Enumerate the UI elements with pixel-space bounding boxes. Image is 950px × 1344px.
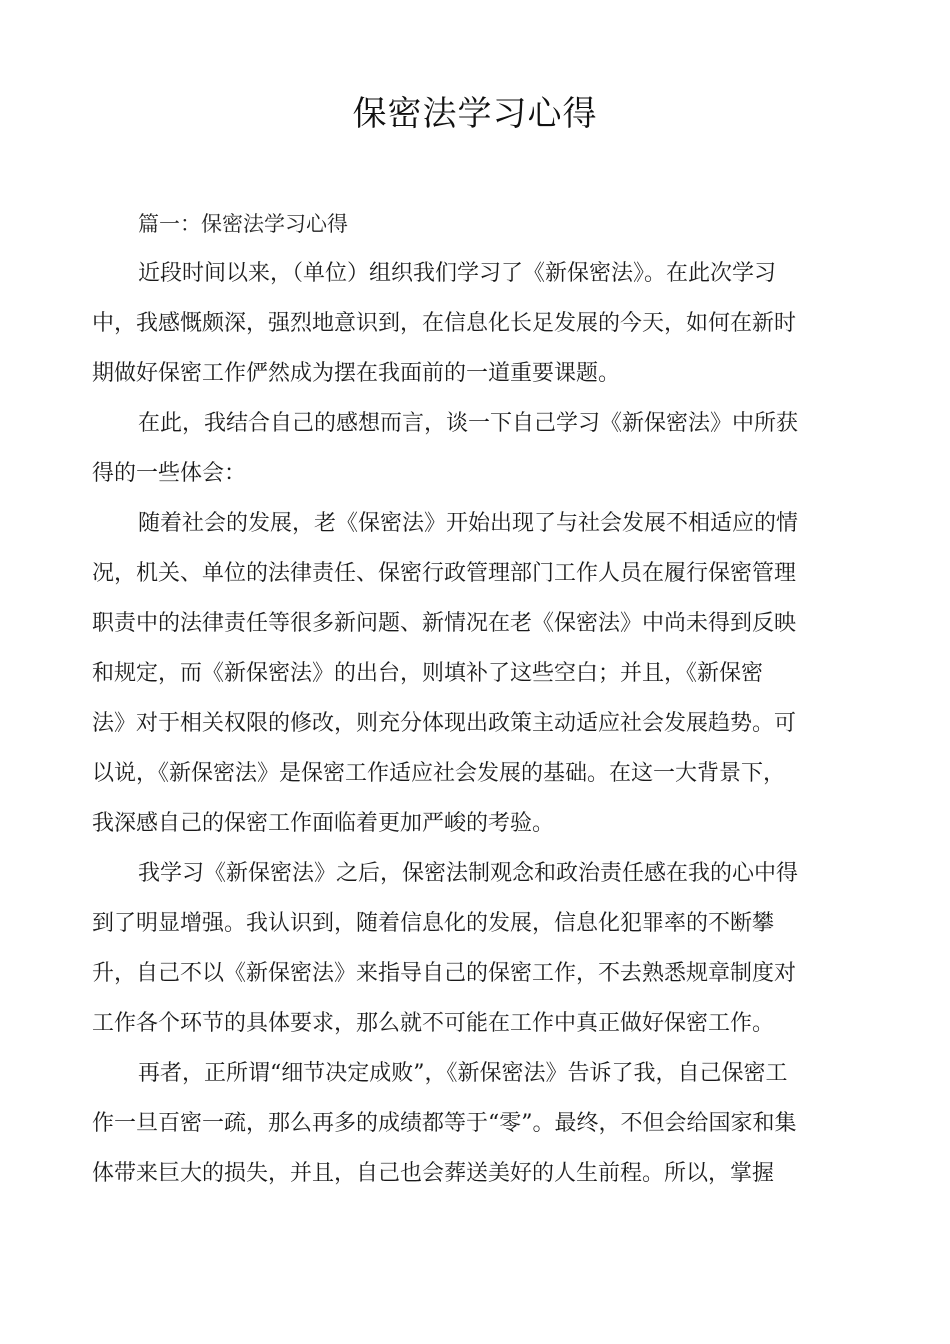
text-line: 我深感自己的保密工作面临着更加严峻的考验。 — [92, 811, 555, 836]
text-line: 在此，我结合自己的感想而言，谈一下自己学习《新保密法》中所获 — [138, 411, 799, 436]
text-line: 期做好保密工作俨然成为摆在我面前的一道重要课题。 — [92, 361, 621, 386]
text-line: 近段时间以来，（单位）组织我们学习了《新保密法》。在此次学习 — [138, 261, 777, 286]
text-line: 升，自己不以《新保密法》来指导自己的保密工作，不去熟悉规章制度对 — [92, 961, 797, 986]
text-line: 法》对于相关权限的修改，则充分体现出政策主动适应社会发展趋势。可 — [92, 711, 797, 736]
text-line: 再者，正所谓“细节决定成败”，《新保密法》告诉了我，自己保密工 — [138, 1061, 788, 1086]
text-line: 况，机关、单位的法律责任、保密行政管理部门工作人员在履行保密管理 — [92, 561, 797, 586]
document-body — [92, 199, 858, 1199]
section-heading: 篇一：保密法学习心得 — [138, 212, 348, 236]
text-line: 体带来巨大的损失，并且，自己也会葬送美好的人生前程。所以，掌握 — [92, 1161, 775, 1186]
text-line: 到了明显增强。我认识到，随着信息化的发展，信息化犯罪率的不断攀 — [92, 911, 775, 936]
text-line: 中，我感慨颇深，强烈地意识到，在信息化长足发展的今天，如何在新时 — [92, 311, 797, 336]
text-line: 工作各个环节的具体要求，那么就不可能在工作中真正做好保密工作。 — [92, 1011, 775, 1036]
text-line: 职责中的法律责任等很多新问题、新情况在老《保密法》中尚未得到反映 — [92, 611, 797, 636]
text-line: 和规定，而《新保密法》的出台，则填补了这些空白；并且，《新保密 — [92, 661, 764, 686]
text-line: 以说，《新保密法》是保密工作适应社会发展的基础。在这一大背景下， — [92, 761, 786, 786]
document-title: 保密法学习心得 — [352, 94, 598, 134]
text-line: 作一旦百密一疏，那么再多的成绩都等于“零”。最终，不但会给国家和集 — [92, 1111, 797, 1136]
text-line: 随着社会的发展，老《保密法》开始出现了与社会发展不相适应的情 — [138, 511, 799, 536]
text-line: 我学习《新保密法》之后，保密法制观念和政治责任感在我的心中得 — [138, 861, 799, 886]
text-line: 得的一些体会： — [92, 461, 247, 486]
